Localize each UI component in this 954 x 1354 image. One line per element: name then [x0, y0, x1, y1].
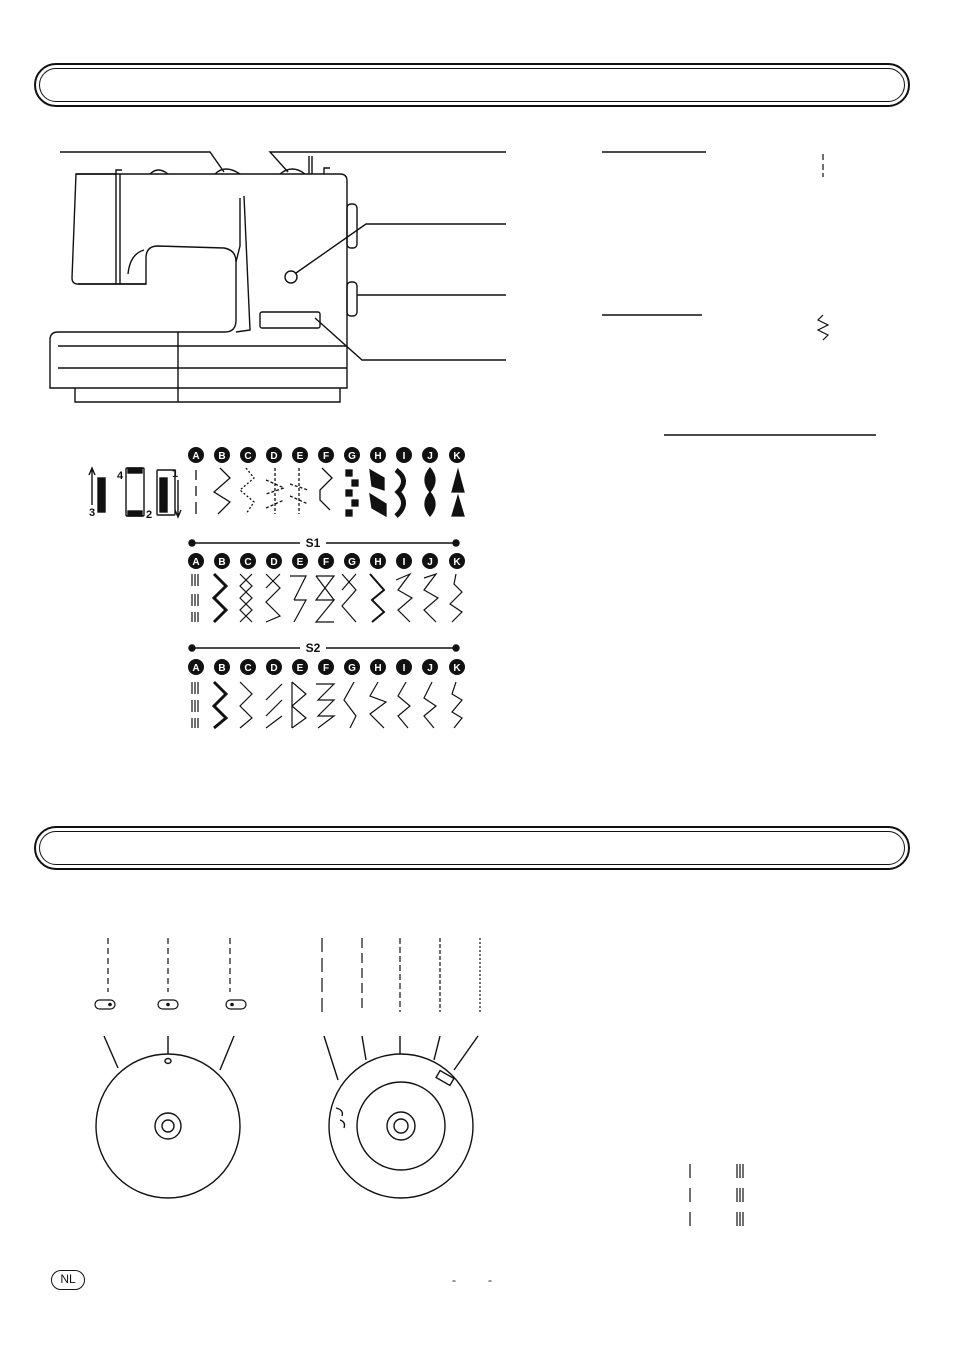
- letter-j: J: [427, 451, 433, 462]
- letter-f: F: [322, 557, 330, 568]
- letter-g: G: [348, 451, 356, 462]
- letter-e: E: [296, 663, 304, 674]
- needle-position-lines: [95, 938, 480, 1012]
- letter-d: D: [270, 663, 278, 674]
- needle-position-dial: [96, 1036, 240, 1198]
- letter-a: A: [192, 451, 200, 462]
- letter-i: I: [402, 451, 406, 462]
- letter-i: I: [402, 557, 406, 568]
- letter-j: J: [427, 663, 433, 674]
- letter-k: K: [453, 663, 461, 674]
- stitch-letter-labels-row2: [192, 557, 461, 568]
- letter-c: C: [244, 663, 252, 674]
- letter-e: E: [296, 557, 304, 568]
- stitch-length-dial: [324, 1036, 478, 1198]
- letter-b: B: [218, 557, 226, 568]
- letter-i: I: [402, 663, 406, 674]
- stitch-symbols-right: [818, 154, 828, 340]
- row-label-s1: S1: [305, 536, 321, 550]
- letter-a: A: [192, 557, 200, 568]
- row-label-s2: S2: [305, 641, 321, 655]
- letter-e: E: [296, 451, 304, 462]
- dial-number-3: 3: [89, 507, 96, 519]
- footer-dash-1: -: [452, 1273, 456, 1287]
- dial-number-4: 4: [117, 470, 124, 482]
- letter-b: B: [218, 663, 226, 674]
- language-badge: NL: [51, 1270, 85, 1290]
- stitch-letter-labels-row1: [192, 451, 461, 462]
- row-labels: [306, 536, 321, 655]
- letter-b: B: [218, 451, 226, 462]
- dial-number-2: 2: [146, 509, 153, 521]
- leader-lines: [60, 152, 506, 360]
- dial-selector-diagram: [89, 468, 181, 517]
- sewing-machine-illustration: [50, 156, 357, 402]
- letter-g: G: [348, 557, 356, 568]
- letter-h: H: [374, 663, 382, 674]
- footer-dashes: [452, 1273, 492, 1287]
- footer-dash-2: -: [488, 1273, 492, 1287]
- letter-a: A: [192, 663, 200, 674]
- letter-k: K: [453, 557, 461, 568]
- letter-f: F: [322, 663, 330, 674]
- letter-g: G: [348, 663, 356, 674]
- letter-h: H: [374, 557, 382, 568]
- letter-h: H: [374, 451, 382, 462]
- stitch-letter-labels-row3: [192, 663, 461, 674]
- stitch-key-right: [690, 1164, 743, 1226]
- letter-c: C: [244, 557, 252, 568]
- letter-k: K: [453, 451, 461, 462]
- stitch-row-s1: [192, 574, 462, 622]
- stitch-row-s2: [192, 682, 462, 728]
- stitch-row-basic: [196, 468, 464, 516]
- letter-d: D: [270, 451, 278, 462]
- letter-f: F: [322, 451, 330, 462]
- letter-d: D: [270, 557, 278, 568]
- heading-underlines: [602, 152, 876, 435]
- letter-c: C: [244, 451, 252, 462]
- letter-j: J: [427, 557, 433, 568]
- dial-number-1: 1: [172, 468, 179, 480]
